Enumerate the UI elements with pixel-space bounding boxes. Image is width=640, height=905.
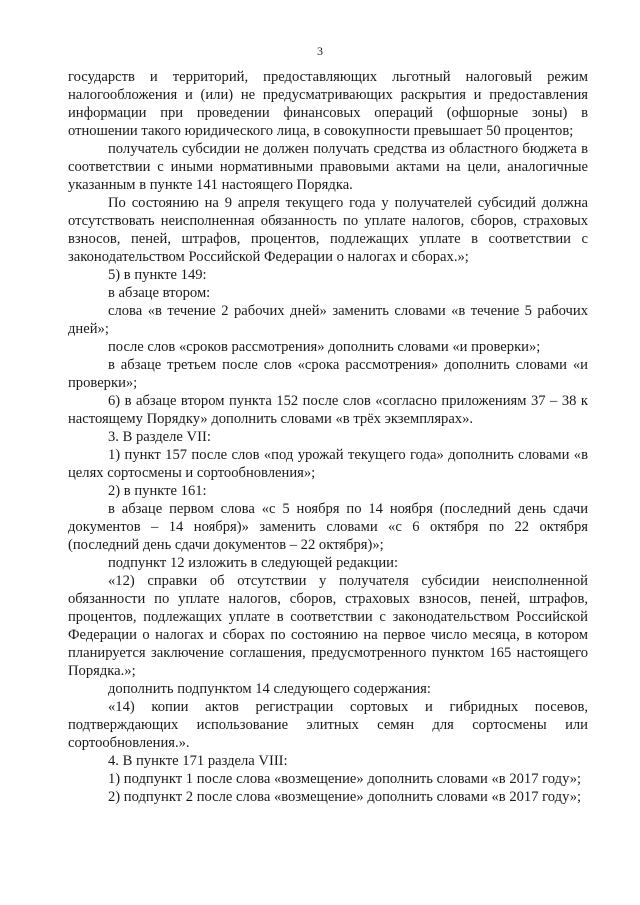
- page-number: 3: [317, 44, 323, 58]
- paragraph: в абзаце третьем после слов «срока рассмотрения» дополнить словами «и проверки»;: [68, 357, 588, 391]
- paragraph: в абзаце первом слова «с 5 ноября по 14 ноября (последний день сдачи документов – 14 ноября)» заменить словами «с 6 октября по 22 октября (последний день сдачи документов – 22 октября)»;: [68, 501, 588, 553]
- paragraph: дополнить подпунктом 14 следующего содержания:: [108, 681, 431, 697]
- paragraph: 1) подпункт 1 после слова «возмещение» дополнить словами «в 2017 году»;: [108, 771, 582, 787]
- paragraph: в абзаце втором:: [108, 285, 211, 301]
- paragraph: слова «в течение 2 рабочих дней» заменить словами «в течение 5 рабочих дней»;: [68, 303, 588, 337]
- paragraph: получатель субсидии не должен получать средства из областного бюджета в соответствии с иными нормативными правовыми актами на цели, аналогичные указанным в пункте 141 настоящего Порядка.: [68, 141, 588, 193]
- document-body: [68, 68, 588, 806]
- paragraph: «14) копии актов регистрации сортовых и гибридных посевов, подтверждающих использование элитных семян для сортосмены или сортообновления.».: [68, 699, 588, 751]
- paragraph: подпункт 12 изложить в следующей редакции:: [108, 555, 399, 571]
- paragraph: 5) в пункте 149:: [108, 267, 207, 283]
- paragraph: 1) пункт 157 после слов «под урожай текущего года» дополнить словами «в целях сортосмены и сортообновления»;: [68, 447, 588, 481]
- section-heading: 3. В разделе VII:: [108, 429, 211, 445]
- paragraph: 2) подпункт 2 после слова «возмещение» дополнить словами «в 2017 году»;: [108, 789, 582, 805]
- paragraph: 2) в пункте 161:: [108, 483, 207, 499]
- paragraph: государств и территорий, предоставляющих льготный налоговый режим налогообложения и (или) не предусматривающих раскрытия и предоставления информации при проведении финансовых операций (офшорные зоны) в отношении такого юридического лица, в совокупности превышает 50 процентов;: [68, 69, 588, 139]
- paragraph: после слов «сроков рассмотрения» дополнить словами «и проверки»;: [108, 339, 541, 355]
- paragraph: «12) справки об отсутствии у получателя субсидии неисполненной обязанности по уплате налогов, сборов, страховых взносов, пеней, штрафов, процентов, подлежащих уплате в соответствии с законодательством Российской Федерации о налогах и сборах по состоянию на первое число месяца, в котором планируется заключение соглашения, предусмотренного пунктом 165 настоящего Порядка.»;: [68, 573, 588, 679]
- paragraph: 6) в абзаце втором пункта 152 после слов «согласно приложениям 37 – 38 к настоящему Порядку» дополнить словами «в трёх экземплярах».: [68, 393, 588, 427]
- section-heading: 4. В пункте 171 раздела VIII:: [108, 753, 288, 769]
- paragraph: По состоянию на 9 апреля текущего года у получателей субсидий должна отсутствовать неисполненная обязанность по уплате налогов, сборов, страховых взносов, пеней, штрафов, процентов, подлежащих уплате в соответствии с законодательством Российской Федерации о налогах и сборах.»;: [68, 195, 588, 265]
